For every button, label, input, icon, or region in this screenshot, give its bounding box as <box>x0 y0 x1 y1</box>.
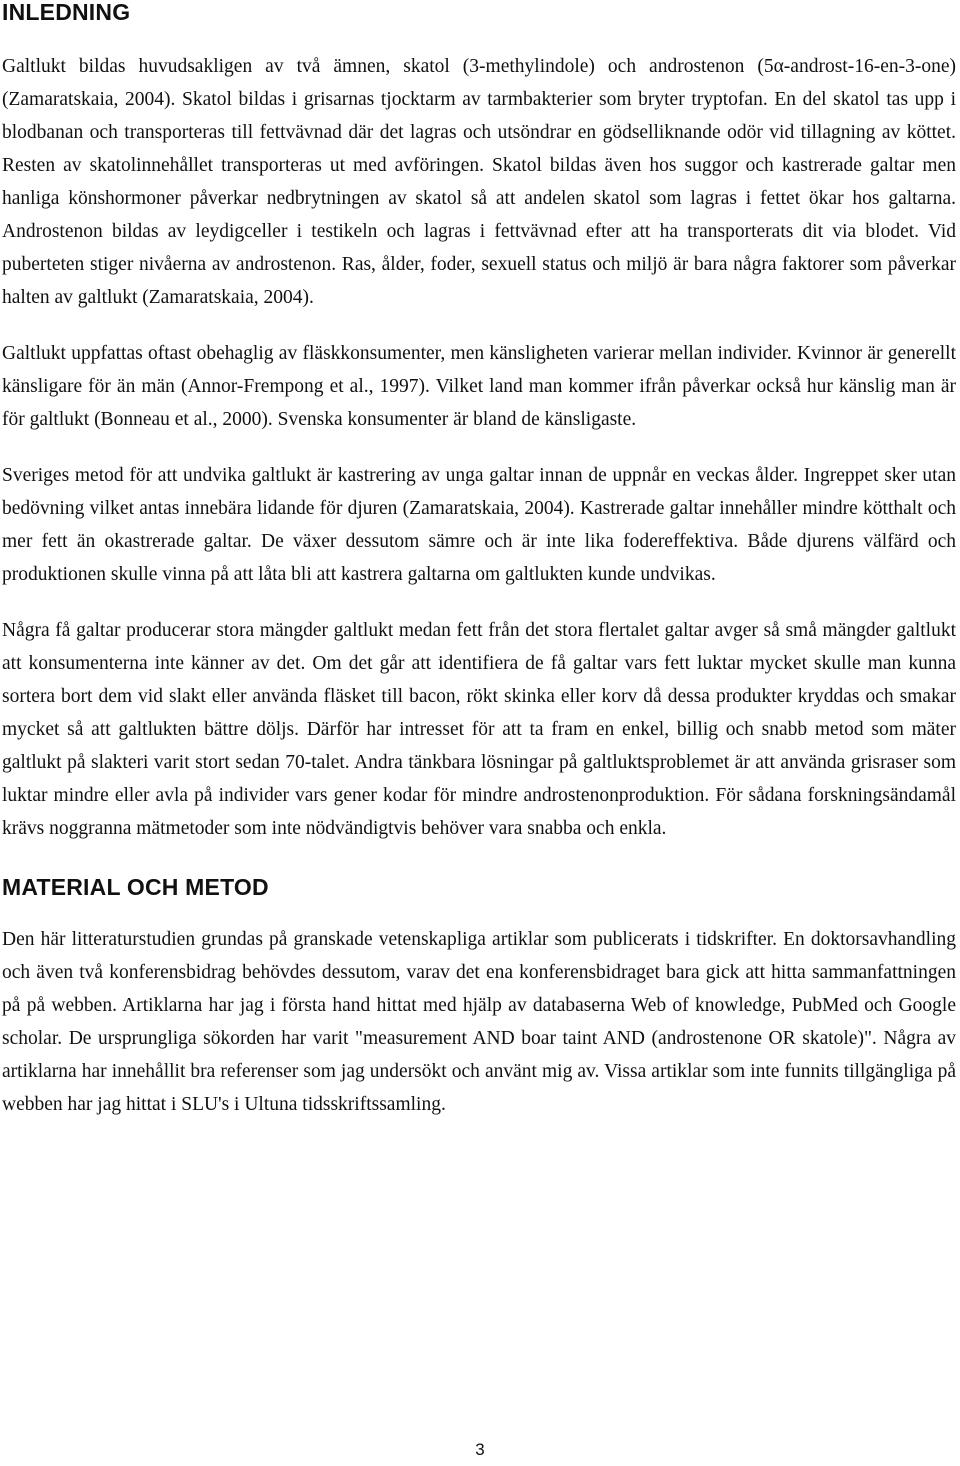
paragraph-method-1: Den här litteraturstudien grundas på granskade vetenskapliga artiklar som publicerats i tidskrifter. En doktorsavhandling och även två konferensbidrag behövdes dessutom, varav det ena konferensbidraget bara gick att hitta sammanfattningen på på webben. Artiklarna har jag i första hand hittat med hjälp av databaserna Web of knowledge, PubMed och Google scholar. De ursprungliga sökorden har varit "measurement AND boar taint AND (androstenone OR skatole)". Några av artiklarna har innehållit bra referenser som jag undersökt och använt mig av. Vissa artiklar som inte funnits tillgängliga på webben har jag hittat i SLU's i Ultuna tidsskriftssamling. <box>2 929 956 1115</box>
section-heading-material-och-metod: MATERIAL OCH METOD <box>2 874 269 900</box>
section-heading-inledning: INLEDNING <box>2 0 131 25</box>
paragraph-intro-4: Några få galtar producerar stora mängder galtlukt medan fett från det stora flertalet galtar avger så små mängder galtlukt att konsumenterna inte känner av det. Om det går att identifiera de få galtar vars fett luktar mycket skulle man kunna sortera bort dem vid slakt eller använda fläsket till bacon, rökt skinka eller korv då dessa produkter kryddas och smakar mycket så att galtlukten bättre döljs. Därför har intresset för att ta fram en enkel, billig och snabb metod som mäter galtlukt på slakteri varit stort sedan 70-talet. Andra tänkbara lösningar på galtluktsproblemet är att använda grisraser som luktar mindre eller avla på individer vars gener kodar för mindre androstenonproduktion. För sådana forskningsändamål krävs noggranna mätmetoder som inte nödvändigtvis behöver vara snabba och enkla. <box>2 620 956 839</box>
paragraph-intro-2: Galtlukt uppfattas oftast obehaglig av fläskkonsumenter, men känsligheten varierar mellan individer. Kvinnor är generellt känsligare för än män (Annor-Frempong et al., 1997). Vilket land man kommer ifrån påverkar också hur känslig man är för galtlukt (Bonneau et al., 2000). Svenska konsumenter är bland de känsligaste. <box>2 343 956 430</box>
page-number: 3 <box>475 1440 485 1459</box>
paragraph-intro-3: Sveriges metod för att undvika galtlukt är kastrering av unga galtar innan de uppnår en veckas ålder. Ingreppet sker utan bedövning vilket antas innebära lidande för djuren (Zamaratskaia, 2004). Kastrerade galtar innehåller mindre kötthalt och mer fett än okastrerade galtar. De växer dessutom sämre och är inte lika fodereffektiva. Både djurens välfärd och produktionen skulle vinna på att låta bli att kastrera galtarna om galtlukten kunde undvikas. <box>2 465 956 585</box>
paragraph-intro-1: Galtlukt bildas huvudsakligen av två ämnen, skatol (3-methylindole) och androstenon (5α-androst-16-en-3-one) (Zamaratskaia, 2004). Skatol bildas i grisarnas tjocktarm av tarmbakterier som bryter tryptofan. En del skatol tas upp i blodbanan och transporteras till fettvävnad där det lagras och utsöndrar en gödselliknande odör vid tillagning av köttet. Resten av skatolinnehållet transporteras ut med avföringen. Skatol bildas även hos suggor och kastrerade galtar men hanliga könshormoner påverkar nedbrytningen av skatol så att andelen skatol som lagras i fettet ökar hos galtarna. Androstenon bildas av leydigceller i testikeln och lagras i fettvävnad efter att ha transporterats dit via blodet. Vid puberteten stiger nivåerna av androstenon. Ras, ålder, foder, sexuell status och miljö är bara några faktorer som påverkar halten av galtlukt (Zamaratskaia, 2004). <box>2 56 956 308</box>
